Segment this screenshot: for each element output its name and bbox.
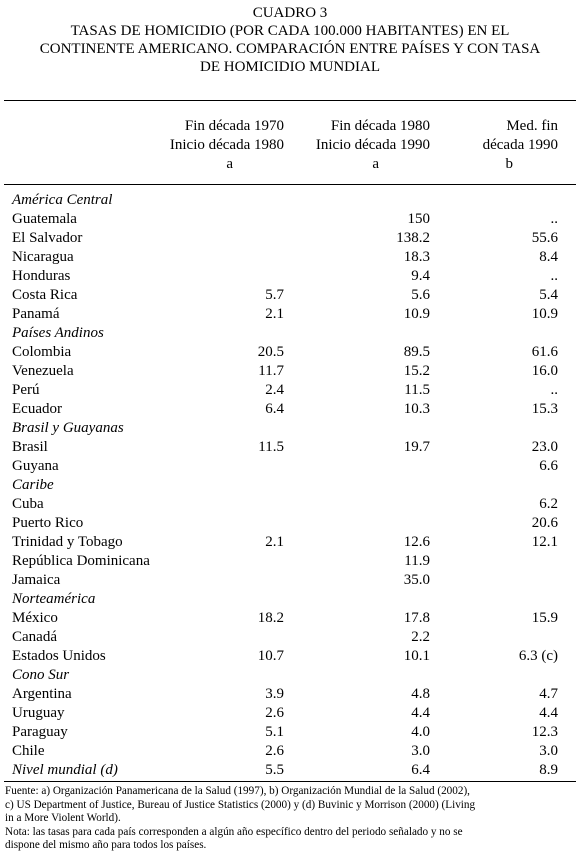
column-header-2: Fin década 1980 Inicio década 1990 a xyxy=(315,118,430,172)
note: Nota: las tasas para cada país corresponden a algún año específico dentro del periodo señalado y no se xyxy=(5,825,463,838)
country-label: Guatemala xyxy=(12,211,77,227)
country-label: Honduras xyxy=(12,268,71,284)
country-label: Perú xyxy=(12,382,40,398)
country-label: Venezuela xyxy=(12,363,74,379)
cell-v2: 4.4 xyxy=(411,705,430,721)
cell-v2: 15.2 xyxy=(403,363,430,379)
cell-v3: .. xyxy=(550,268,558,284)
country-label: Uruguay xyxy=(12,705,65,721)
cell-v2: 10.1 xyxy=(403,648,430,664)
table-row xyxy=(0,552,580,571)
table-title xyxy=(0,4,580,76)
country-label: Cuba xyxy=(12,496,44,512)
region-label: Caribe xyxy=(12,477,54,493)
cell-v1: 10.7 xyxy=(257,648,284,664)
country-label: Brasil xyxy=(12,439,48,455)
table-group-row xyxy=(0,590,580,609)
cell-v3: 6.2 xyxy=(539,496,558,512)
country-label: Costa Rica xyxy=(12,287,78,303)
table-row xyxy=(0,742,580,761)
table-row xyxy=(0,438,580,457)
table-row xyxy=(0,457,580,476)
country-label: México xyxy=(12,610,58,626)
bottom-rule xyxy=(4,781,576,782)
cell-v2: 2.2 xyxy=(411,629,430,645)
table-row xyxy=(0,628,580,647)
table-row xyxy=(0,400,580,419)
table-row xyxy=(0,609,580,628)
table-row xyxy=(0,704,580,723)
table-row xyxy=(0,647,580,666)
table-row xyxy=(0,229,580,248)
cell-v1: 5.1 xyxy=(265,724,284,740)
cell-v3: 23.0 xyxy=(531,439,558,455)
table-row xyxy=(0,685,580,704)
cell-v2: 138.2 xyxy=(396,230,430,246)
table-group-row xyxy=(0,666,580,685)
region-label: Nivel mundial (d) xyxy=(12,762,118,778)
table-row xyxy=(0,248,580,267)
country-label: Puerto Rico xyxy=(12,515,84,531)
cell-v2: 6.4 xyxy=(411,762,430,778)
cell-v1: 11.5 xyxy=(258,439,284,455)
cell-v3: 5.4 xyxy=(539,287,558,303)
table-group-row xyxy=(0,191,580,210)
table-row xyxy=(0,533,580,552)
cell-v2: 17.8 xyxy=(403,610,430,626)
table-group-row xyxy=(0,419,580,438)
table-group-row xyxy=(0,324,580,343)
cell-v1: 20.5 xyxy=(257,344,284,360)
cell-v3: 6.6 xyxy=(539,458,558,474)
footnote xyxy=(5,785,577,853)
cell-v3: 15.3 xyxy=(531,401,558,417)
country-label: República Dominicana xyxy=(12,553,150,569)
title-line: DE HOMICIDIO MUNDIAL xyxy=(200,59,380,75)
cell-v3: .. xyxy=(550,211,558,227)
table-row xyxy=(0,210,580,229)
cell-v1: 18.2 xyxy=(257,610,284,626)
table-group-row xyxy=(0,761,580,780)
cell-v3: 6.3 (c) xyxy=(518,648,558,664)
column-source-note: b xyxy=(505,156,513,172)
cell-v3: 4.7 xyxy=(539,686,558,702)
cell-v3: 16.0 xyxy=(531,363,558,379)
cell-v2: 11.5 xyxy=(404,382,430,398)
cell-v3: 61.6 xyxy=(531,344,558,360)
cell-v3: 15.9 xyxy=(531,610,558,626)
cell-v1: 2.6 xyxy=(265,743,284,759)
cell-v2: 150 xyxy=(407,211,430,227)
table-body xyxy=(0,191,580,780)
table-row xyxy=(0,495,580,514)
country-label: Nicaragua xyxy=(12,249,74,265)
cell-v2: 5.6 xyxy=(411,287,430,303)
table-row xyxy=(0,305,580,324)
country-label: Guyana xyxy=(12,458,59,474)
column-source-note: a xyxy=(226,156,233,172)
table-row xyxy=(0,381,580,400)
cell-v2: 89.5 xyxy=(403,344,430,360)
country-label: Chile xyxy=(12,743,45,759)
cell-v3: 55.6 xyxy=(531,230,558,246)
region-label: Países Andinos xyxy=(12,325,104,341)
cell-v3: 10.9 xyxy=(531,306,558,322)
source-note: Fuente: a) Organización Panamericana de la Salud (1997), b) Organización Mundial de la Salud (2002), xyxy=(5,785,470,797)
title-line: CONTINENTE AMERICANO. COMPARACIÓN ENTRE PAÍSES Y CON TASA xyxy=(39,41,541,57)
country-label: Jamaica xyxy=(12,572,61,588)
country-label: El Salvador xyxy=(12,230,83,246)
region-label: Cono Sur xyxy=(12,667,70,683)
cell-v2: 10.3 xyxy=(403,401,430,417)
table-row xyxy=(0,267,580,286)
cell-v3: 8.9 xyxy=(539,762,558,778)
country-label: Trinidad y Tobago xyxy=(12,534,123,550)
cell-v1: 3.9 xyxy=(265,686,284,702)
column-header-1: Fin década 1970 Inicio década 1980 a xyxy=(169,118,284,172)
cell-v3: 3.0 xyxy=(539,743,558,759)
country-label: Argentina xyxy=(12,686,72,702)
cell-v3: 20.6 xyxy=(531,515,558,531)
country-label: Paraguay xyxy=(12,724,68,740)
cell-v2: 19.7 xyxy=(403,439,430,455)
note: dispone del mismo año para todos los países. xyxy=(5,839,207,851)
top-rule xyxy=(4,100,576,101)
cell-v2: 35.0 xyxy=(403,572,430,588)
cell-v2: 4.8 xyxy=(411,686,430,702)
country-label: Estados Unidos xyxy=(12,648,106,664)
cell-v2: 12.6 xyxy=(403,534,430,550)
country-label: Colombia xyxy=(12,344,72,360)
cell-v3: 4.4 xyxy=(539,705,558,721)
country-label: Ecuador xyxy=(12,401,62,417)
region-label: Norteamérica xyxy=(12,591,96,607)
cell-v1: 2.6 xyxy=(265,705,284,721)
cell-v2: 18.3 xyxy=(403,249,430,265)
cell-v2: 10.9 xyxy=(403,306,430,322)
cell-v3: 12.3 xyxy=(531,724,558,740)
cell-v2: 11.9 xyxy=(404,553,430,569)
column-source-note: a xyxy=(372,156,379,172)
title-line: TASAS DE HOMICIDIO (POR CADA 100.000 HABITANTES) EN EL xyxy=(70,23,510,39)
header-rule xyxy=(4,184,576,185)
cell-v1: 2.4 xyxy=(265,382,284,398)
cell-v1: 6.4 xyxy=(265,401,284,417)
column-header-3: Med. fin década 1990 b xyxy=(482,118,558,172)
cell-v2: 4.0 xyxy=(411,724,430,740)
cell-v2: 9.4 xyxy=(411,268,430,284)
cell-v3: .. xyxy=(550,382,558,398)
cell-v1: 5.7 xyxy=(265,287,284,303)
cell-v3: 12.1 xyxy=(531,534,558,550)
cell-v1: 2.1 xyxy=(265,534,284,550)
table-group-row xyxy=(0,476,580,495)
country-label: Canadá xyxy=(12,629,57,645)
table-row xyxy=(0,286,580,305)
table-row xyxy=(0,362,580,381)
cell-v3: 8.4 xyxy=(539,249,558,265)
cell-v1: 11.7 xyxy=(258,363,284,379)
table-row xyxy=(0,343,580,362)
country-label: Panamá xyxy=(12,306,60,322)
table-row xyxy=(0,571,580,590)
table-number: CUADRO 3 xyxy=(252,5,328,21)
source-note: c) US Department of Justice, Bureau of Justice Statistics (2000) y (d) Buvinic y Morrison (2000) (Living xyxy=(5,798,476,811)
cell-v1: 5.5 xyxy=(265,762,284,778)
cell-v1: 2.1 xyxy=(265,306,284,322)
table-row xyxy=(0,723,580,742)
region-label: América Central xyxy=(12,192,113,208)
region-label: Brasil y Guayanas xyxy=(12,420,124,436)
table-row xyxy=(0,514,580,533)
source-note: in a More Violent World). xyxy=(5,812,121,824)
cell-v2: 3.0 xyxy=(411,743,430,759)
